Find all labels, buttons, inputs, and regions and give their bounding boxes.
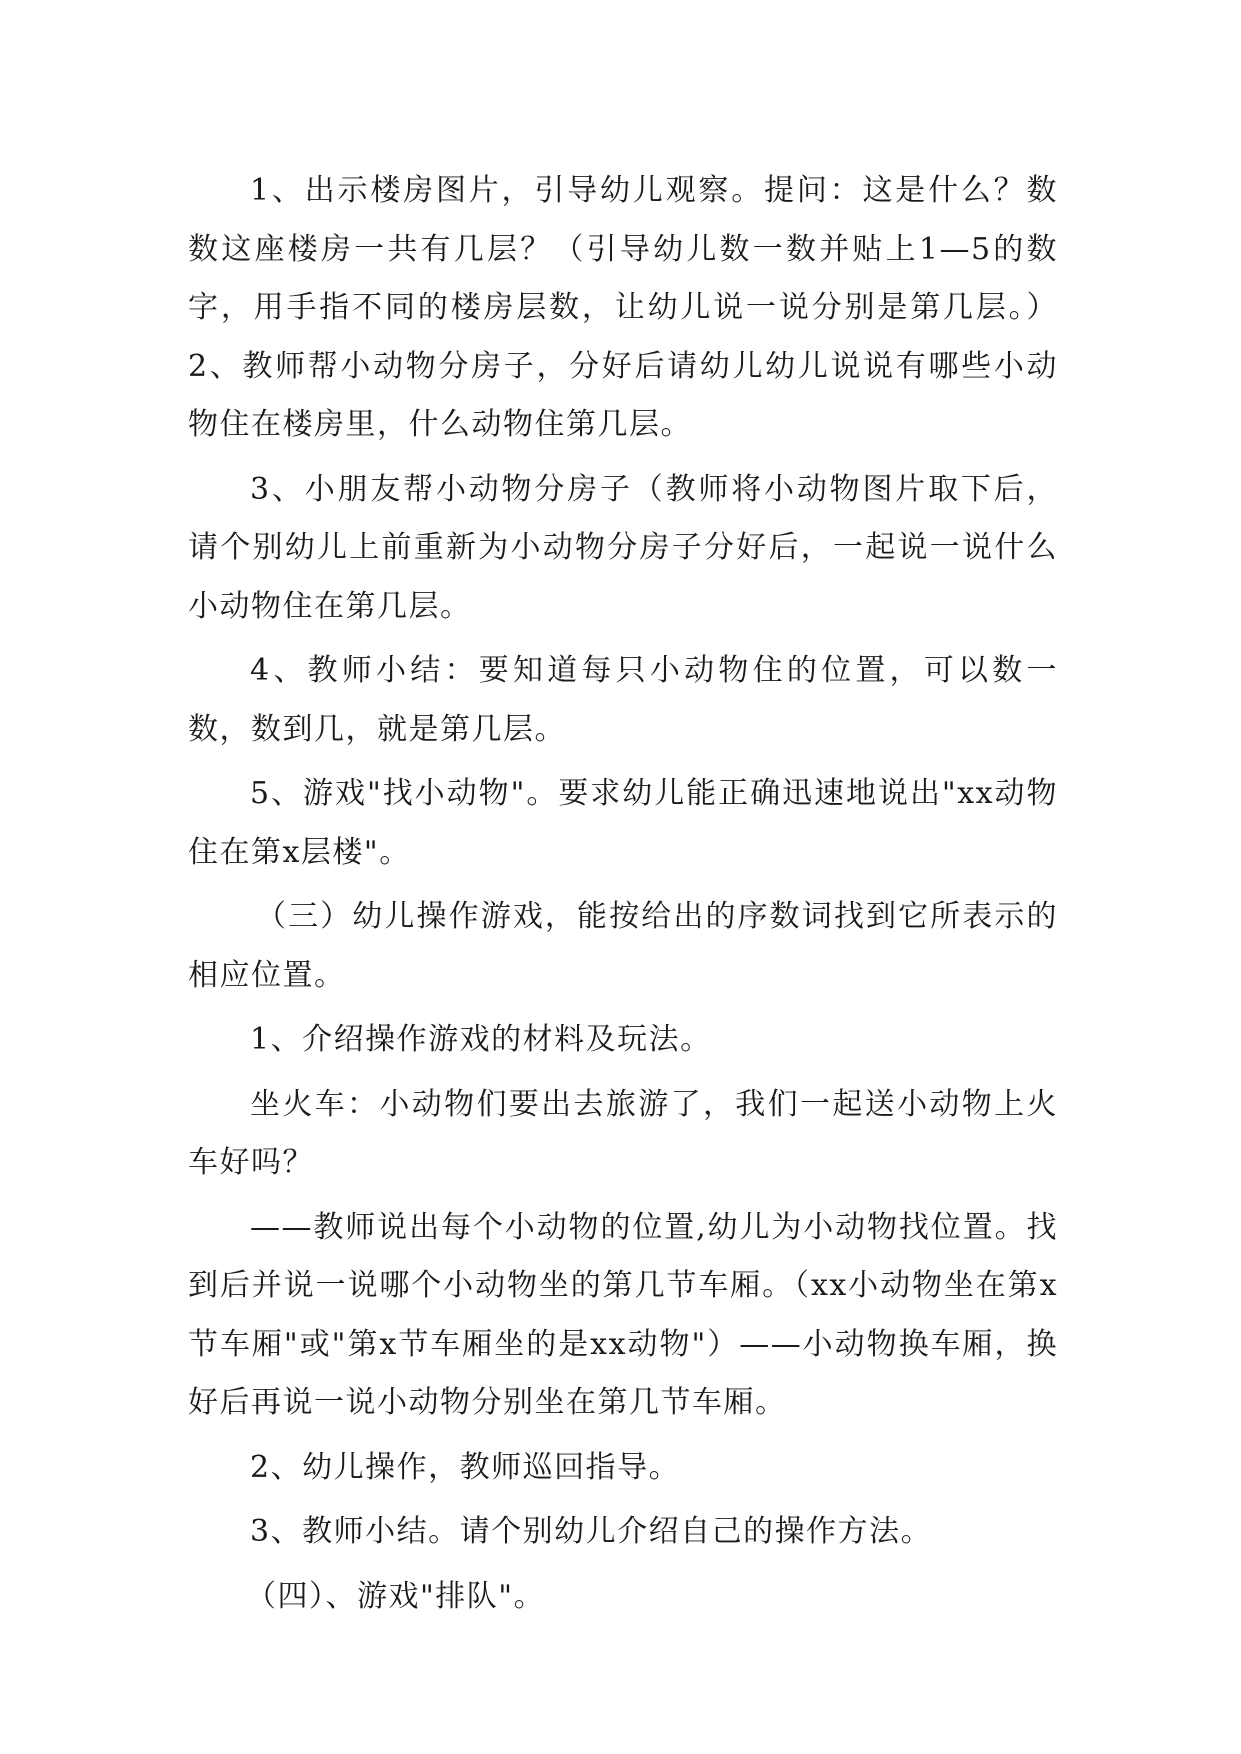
paragraph-7: 坐火车：小动物们要出去旅游了，我们一起送小动物上火车好吗？ [188,1086,1058,1180]
paragraph-1: 1、出示楼房图片，引导幼儿观察。提问：这是什么？数数这座楼房一共有几层？（引导幼儿数一数并贴上1—5的数字，用手指不同的楼房层数，让幼儿说一说分别是第几层。）2、教师帮小动物分房子，分好后请幼儿幼儿说说有哪些小动物住在楼房里，什么动物住第几层。 [188,173,1058,442]
paragraph-5: （三）幼儿操作游戏，能按给出的序数词找到它所表示的相应位置。 [188,899,1058,993]
paragraph-11: （四）、游戏"排队"。 [246,1578,546,1614]
paragraph-3: 4、教师小结：要知道每只小动物住的位置，可以数一数，数到几，就是第几层。 [188,653,1058,747]
paragraph-10: 3、教师小结。请个别幼儿介绍自己的操作方法。 [250,1514,933,1549]
paragraph-6: 1、介绍操作游戏的材料及玩法。 [250,1022,712,1057]
paragraph-9: 2、幼儿操作，教师巡回指导。 [250,1449,681,1485]
paragraph-8: ——教师说出每个小动物的位置,幼儿为小动物找位置。找到后并说一说哪个小动物坐的第几节车厢。（xx小动物坐在第x节车厢"或"第x节车厢坐的是xx动物"）——小动物换车厢，换好后再说一说小动物分别坐在第几节车厢。 [188,1209,1058,1420]
paragraph-4: 5、游戏"找小动物"。要求幼儿能正确迅速地说出"xx动物住在第x层楼"。 [188,776,1058,870]
paragraph-2: 3、小朋友帮小动物分房子（教师将小动物图片取下后，请个别幼儿上前重新为小动物分房子分好后，一起说一说什么小动物住在第几层。 [188,471,1058,624]
document-page [188,162,1058,1632]
